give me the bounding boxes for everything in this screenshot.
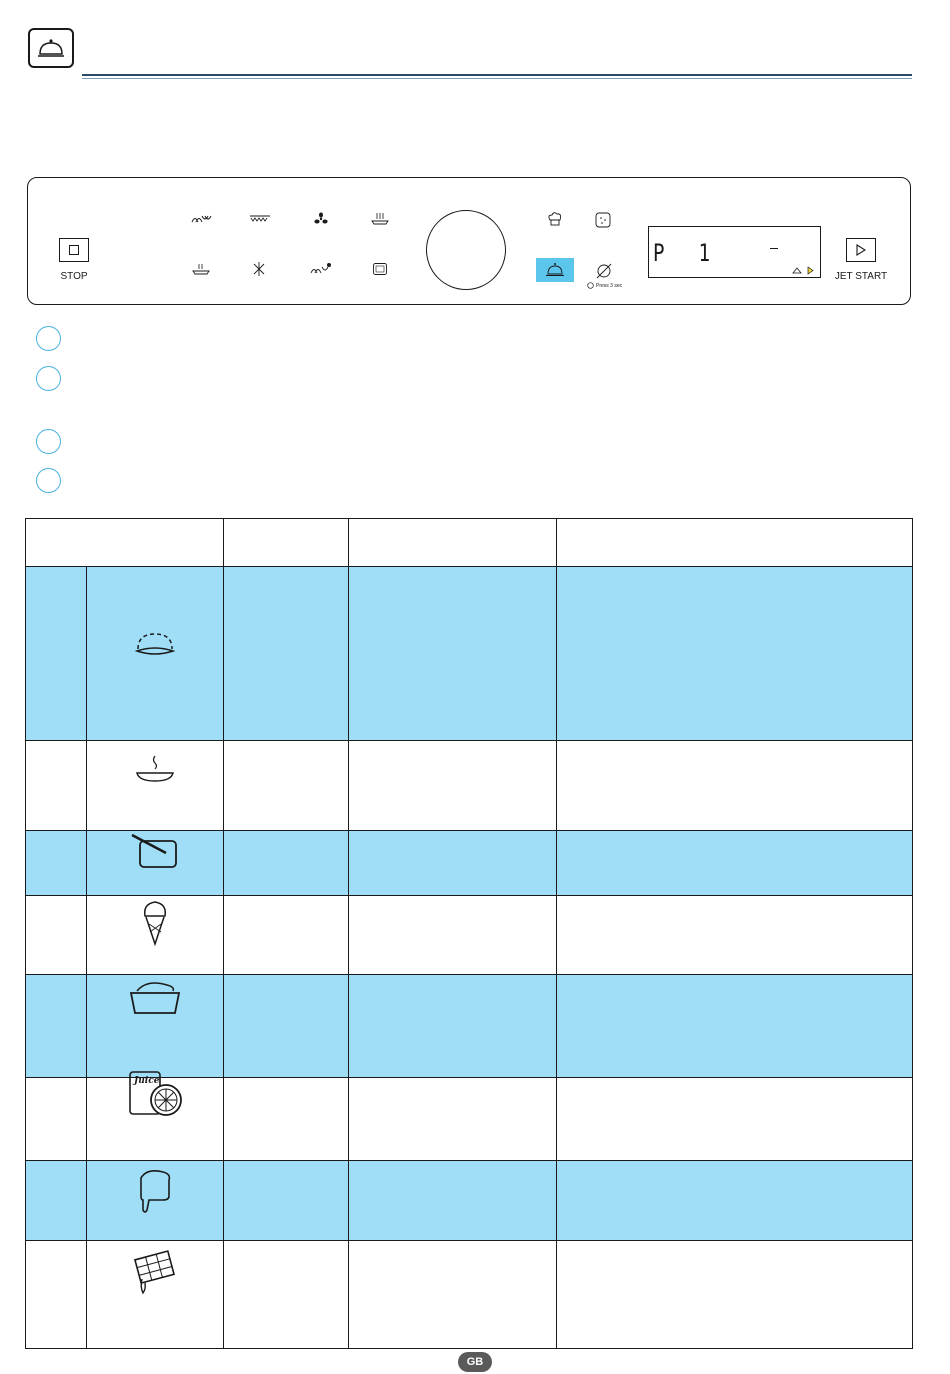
cloche-header-icon xyxy=(28,28,74,68)
step-circle-4 xyxy=(36,468,61,493)
svg-text:Juice: Juice xyxy=(134,1076,160,1086)
press-hint: Press 3 sec xyxy=(596,282,623,289)
step-circle-1 xyxy=(36,326,61,351)
oven-box-icon[interactable] xyxy=(372,262,388,276)
table-row xyxy=(26,975,913,1078)
display-program: P 1 xyxy=(653,239,722,267)
header-cell xyxy=(26,519,224,567)
jet-start-label: JET START xyxy=(834,271,888,282)
butter-block-icon xyxy=(128,833,182,871)
step-circle-2 xyxy=(36,366,61,391)
step-circle-3 xyxy=(36,429,61,454)
header-cell xyxy=(557,519,913,567)
grill-icon[interactable] xyxy=(248,214,272,224)
table-row xyxy=(26,1161,913,1241)
stop-button[interactable] xyxy=(59,238,89,262)
header-rule xyxy=(82,74,912,79)
cloche-icon xyxy=(536,258,574,282)
clean-icon[interactable] xyxy=(595,262,613,280)
steam-icon[interactable] xyxy=(191,262,211,276)
stop-label: STOP xyxy=(60,271,88,282)
ice-cream-icon xyxy=(140,898,170,948)
power-icon xyxy=(587,282,594,289)
fan-icon[interactable] xyxy=(314,212,328,226)
table-row xyxy=(26,741,913,831)
header-cell xyxy=(224,519,349,567)
table-row xyxy=(26,1078,913,1161)
melting-cheese-icon xyxy=(133,1166,177,1216)
bread-icon[interactable] xyxy=(594,211,612,229)
melting-chocolate-icon xyxy=(130,1249,180,1299)
display-indicator-icons xyxy=(791,263,819,277)
lcd-display xyxy=(648,226,821,278)
table-row xyxy=(26,831,913,896)
crisp-icon[interactable] xyxy=(369,211,391,227)
dough-proofing-icon xyxy=(133,629,177,659)
table-header-row xyxy=(26,519,913,567)
control-dial[interactable] xyxy=(426,210,506,290)
assist-button-selected[interactable] xyxy=(536,258,574,282)
defrost-icon[interactable] xyxy=(251,261,267,277)
chef-hat-icon[interactable] xyxy=(546,211,564,229)
language-badge: GB xyxy=(458,1352,492,1372)
table-row xyxy=(26,896,913,975)
table-row xyxy=(26,1241,913,1349)
microwave-fan-icon[interactable] xyxy=(309,261,333,277)
header-cell xyxy=(349,519,557,567)
cake-pan-icon xyxy=(127,977,183,1017)
food-class-table xyxy=(25,518,913,1349)
steaming-bowl-icon xyxy=(133,753,177,783)
display-dash xyxy=(770,248,778,249)
microwave-icon[interactable] xyxy=(190,212,212,226)
juice-orange-icon xyxy=(124,1070,186,1118)
table-row xyxy=(26,567,913,741)
jet-start-button[interactable] xyxy=(846,238,876,262)
